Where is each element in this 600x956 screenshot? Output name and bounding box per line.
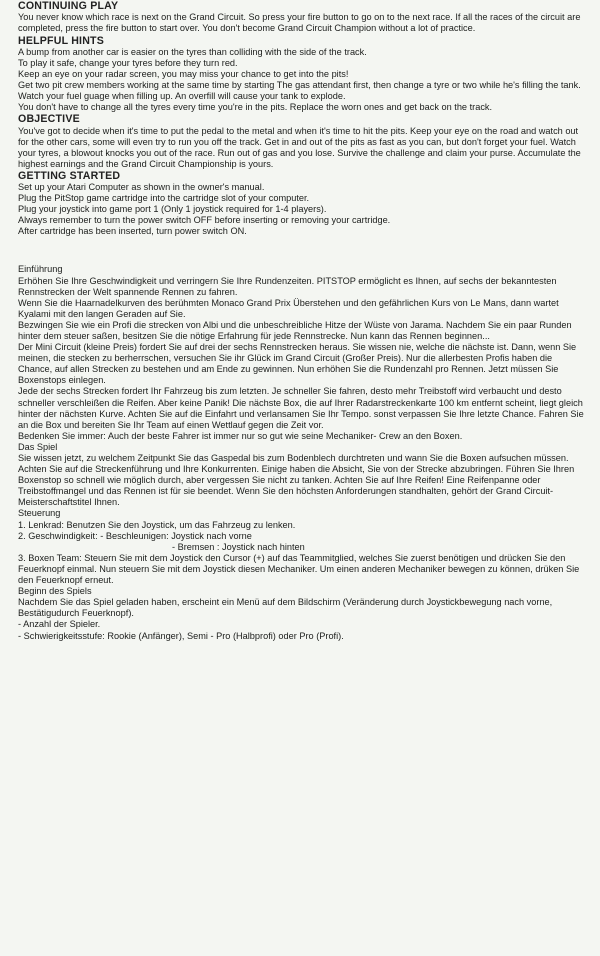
paragraph: Sie wissen jetzt, zu welchem Zeitpunkt Sie das Gaspedal bis zum Bodenblech durchtreten und wann Sie die Boxen aufsuchen müssen. Achten Sie auf die Streckenführung und Ihre Konkurrenten. Einige haben die Absicht, Sie von der Strecke abzubringen. Führen Sie Ihren Boxenstop so schnell wie möglich durch, aber vergessen Sie nicht zu tanken. Achten Sie auf Ihre Reifen! Eine Reifenpanne oder Treibstoffmangel und das Rennen ist für sie beendet. Wenn Sie den höchsten Anforderungen standhalten, gehört der Grand Circuit-Meisterschaftstitel Ihnen. (18, 453, 575, 508)
paragraph: Keep an eye on your radar screen, you may miss your chance to get into the pits! (18, 69, 349, 79)
heading-getting-started: GETTING STARTED (18, 169, 121, 182)
paragraph: Set up your Atari Computer as shown in the owner's manual. (18, 182, 265, 193)
list-item: 2. Geschwindigkeit: - Beschleunigen: Joystick nach vorne (18, 530, 252, 541)
paragraph: Bezwingen Sie wie ein Profi die strecken von Albi und die unbeschreibliche Hitze der Wüste von Jarama. Nachdem Sie ein paar Runden hinter dem steuer saßen, besitzen Sie die nötige Erfahrung für jede Rennstrecke. Nun kann das Rennen beginnen... (18, 319, 572, 341)
paragraph: Wenn Sie die Haarnadelkurven des berühmten Monaco Grand Prix Überstehen und den gefährlichen Kurs von Le Mans, dann wartet Kyalami mit den langen Geraden auf Sie. (18, 297, 559, 319)
section-title-steuerung: Steuerung (18, 508, 61, 519)
paragraph: You don't have to change all the tyres every time you're in the pits. Replace the worn ones and get back on the track. (18, 102, 493, 113)
english-instructions (18, 0, 588, 237)
heading-objective: OBJECTIVE (18, 113, 80, 126)
paragraph: Nachdem Sie das Spiel geladen haben, erscheint ein Menü auf dem Bildschirm (Veränderung durch Joystickbewegung nach vorne, Bestätigudurch Feuerknopf). (18, 597, 553, 619)
paragraph: Plug your joystick into game port 1 (Only 1 joystick required for 1-4 players). (18, 204, 327, 215)
paragraph: To play it safe, change your tyres before they turn red. (18, 57, 238, 68)
section-title-das-spiel: Das Spiel (18, 441, 58, 452)
section-title-beginn-des-spiels: Beginn des Spiels (18, 586, 92, 597)
list-item: 1. Lenkrad: Benutzen Sie den Joystick, um das Fahrzeug zu lenken. (18, 519, 296, 530)
list-item: - Schwierigkeitsstufe: Rookie (Anfänger), Semi - Pro (Halbprofi) oder Pro (Profi). (18, 630, 344, 641)
paragraph: Get two pit crew members working at the same time by starting The gas attendant first, then change a tyre or two while he's filling the tank. (18, 80, 581, 91)
paragraph: A bump from another car is easier on the tyres than colliding with the side of the track. (18, 46, 367, 57)
paragraph: You've got to decide when it's time to put the pedal to the metal and when it's time to hit the pits. Keep your eye on the road and watch out for the other cars, some will even try to run you off the track. Get in and out of the pits as fast as you can, but don't forget your fuel. Watch your tyres, a blowout knocks you out of the race. Run out of gas and you lose. Survive the challenge and claim your purse. Accumulate the highest earnings and the Grand Circuit Championship is yours. (18, 125, 581, 169)
heading-continuing-play: CONTINUING PLAY (18, 0, 119, 12)
german-instructions (18, 264, 588, 641)
list-item: - Anzahl der Spieler. (18, 619, 101, 630)
paragraph: Erhöhen Sie Ihre Geschwindigkeit und verringern Sie Ihre Rundenzeiten. PITSTOP ermöglicht es Ihnen, auf sechs der bekanntesten Rennstrecken der Welt spannende Rennen zu fahren. (18, 275, 557, 297)
heading-helpful-hints: HELPFUL HINTS (18, 34, 104, 47)
paragraph: After cartridge has been inserted, turn power switch ON. (18, 226, 247, 237)
paragraph: Jede der sechs Strecken fordert Ihr Fahrzeug bis zum letzten. Je schneller Sie fahren, desto mehr Treibstoff wird verbaucht und desto schneller verschleißen die Reifen. Aber keine Panik! Die nächste Box, die auf Ihrer Radarstreckenkarte 100 km entfernt scheint, liegt gleich hinter der nächsten Kurve. Achten Sie auf die Einfahrt und verlansamen Sie Ihr Tempo. sonst verpassen Sie Ihre letzte Chance. Fahren Sie an die Box und bereiten Sie Ihr Team auf einen Wettlauf gegen die Zeit vor. (18, 386, 584, 430)
paragraph: Der Mini Circuit (kleine Preis) fordert Sie auf drei der sechs Rennstrecken heraus. Sie wissen nie, welche die nächste ist. Dann, wenn Sie meinen, die stecken zu berherrschen, versuchen Sie ihr Glück im Grand Circuit (Großer Preis). Nur die allerbesten Profis haben die Chance, auf allen Strecken zu bestehen und am Ende zu gewinnen. Nun erhöhen Sie die Rundenzahl pro Rennen. Jetzt müssen Sie Boxenstops einlegen. (18, 342, 577, 386)
paragraph: You never know which race is next on the Grand Circuit. So press your fire button to go on to the next race. If all the races of the circuit are completed, press the fire button to start over. You don't become Grand Circuit Champion without a lot of practice. (18, 12, 581, 34)
paragraph: Plug the PitStop game cartridge into the cartridge slot of your computer. (18, 193, 310, 204)
list-item: - Bremsen : Joystick nach hinten (172, 541, 305, 552)
paragraph: Watch your fuel guage when filling up. An overfill will cause your tank to explode. (18, 91, 346, 102)
list-item: 3. Boxen Team: Steuern Sie mit dem Joystick den Cursor (+) auf das Teammitglied, welches Sie zuerst benötigen und drücken Sie den Feuerknopf einmal. Nun steuern Sie mit dem Joystick diesen Mechaniker. Um einen anderen Mechaniker bewegen zu können, drüken Sie den Feuerknopf erneut. (18, 552, 580, 586)
paragraph: Bedenken Sie immer: Auch der beste Fahrer ist immer nur so gut wie seine Mechaniker- Crew an den Boxen. (18, 430, 463, 441)
section-title-einfuehrung: Einführung (18, 264, 63, 275)
paragraph: Always remember to turn the power switch OFF before inserting or removing your cartridge. (18, 215, 391, 226)
